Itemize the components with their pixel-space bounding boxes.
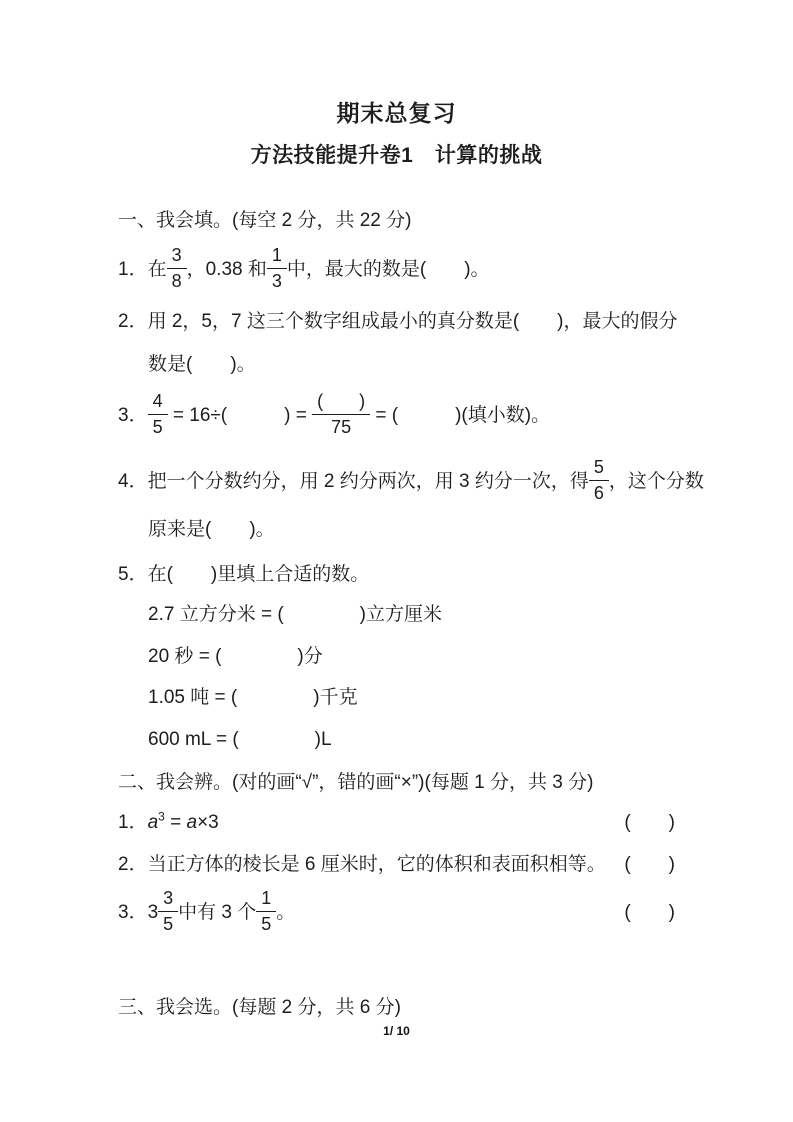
- fraction-1-5: $\frac{1}{5}$: [256, 887, 276, 935]
- q3-text-mid: = 16÷( ) =: [167, 405, 313, 427]
- unit-conversion-item: 20 秒 = ( )分: [148, 646, 323, 667]
- j3-text-post: 。: [276, 902, 296, 924]
- fill-question-3: [118, 392, 675, 440]
- fill-question-4-line2: 原来是( )。: [148, 519, 275, 540]
- j1-variable-a2: a: [186, 812, 198, 833]
- j3-text-mid: 中有 3 个: [178, 902, 257, 924]
- fraction-blank-75: $\frac{( )}{75}$: [312, 390, 370, 438]
- fill-question-1: [118, 246, 675, 294]
- fraction-3-8: $\frac{3}{8}$: [167, 244, 187, 292]
- exam-title: 期末总复习: [336, 100, 457, 126]
- q4-text-post: ，这个分数: [608, 471, 704, 493]
- fraction-5-6: $\frac{5}{6}$: [589, 456, 609, 504]
- fraction-4-5: $\frac{4}{5}$: [148, 390, 168, 438]
- answer-blank: ( ): [624, 854, 675, 875]
- q4-text-pre: 4．把一个分数约分，用 2 约分两次，用 3 约分一次，得: [118, 471, 589, 493]
- exam-subtitle: 方法技能提升卷1 计算的挑战: [250, 144, 543, 167]
- answer-blank: ( ): [624, 902, 675, 923]
- fill-question-4-line1: [118, 457, 704, 506]
- judge-question-2: [118, 852, 675, 878]
- q1-text-mid: ，0.38 和: [186, 259, 267, 281]
- page-number: 1/ 10: [383, 1024, 410, 1038]
- q3-number: 3．: [118, 405, 148, 427]
- judge-question-3: [118, 889, 675, 937]
- unit-conversion-item: 600 mL = ( )L: [148, 729, 332, 750]
- fill-question-2-line1: 2．用 2，5，7 这三个数字组成最小的真分数是( )，最大的假分: [118, 311, 678, 332]
- j1-variable-a: a: [147, 812, 159, 833]
- q1-text-post: 中，最大的数是( )。: [286, 259, 490, 281]
- j1-exponent: 3: [158, 809, 165, 824]
- fraction-1-3: $\frac{1}{3}$: [267, 244, 287, 292]
- j2-text: 2．当正方体的棱长是 6 厘米时，它的体积和表面积相等。: [118, 854, 606, 875]
- j1-equals: =: [164, 812, 187, 833]
- unit-conversion-item: 2.7 立方分米 = ( )立方厘米: [148, 604, 442, 625]
- q3-text-post: = ( )(填小数)。: [370, 405, 551, 427]
- fill-question-2-line2: 数是( )。: [148, 354, 256, 375]
- j1-number: 1．: [118, 812, 148, 833]
- judge-question-1: [118, 810, 675, 836]
- fraction-3-5: $\frac{3}{5}$: [158, 887, 178, 935]
- j3-text-pre: 3．3: [118, 902, 159, 924]
- unit-conversion-item: 1.05 吨 = ( )千克: [148, 687, 358, 708]
- q1-text-pre: 1．在: [118, 259, 167, 281]
- section-choose-heading: 三、我会选。(每题 2 分，共 6 分): [118, 997, 401, 1018]
- section-fill-heading: 一、我会填。(每空 2 分，共 22 分): [118, 210, 412, 231]
- fill-question-5-heading: 5．在( )里填上合适的数。: [118, 564, 370, 585]
- section-judge-heading: 二、我会辨。(对的画“√”，错的画“×”)(每题 1 分，共 3 分): [118, 772, 594, 793]
- answer-blank: ( ): [624, 812, 675, 833]
- j1-text-post: ×3: [197, 812, 219, 833]
